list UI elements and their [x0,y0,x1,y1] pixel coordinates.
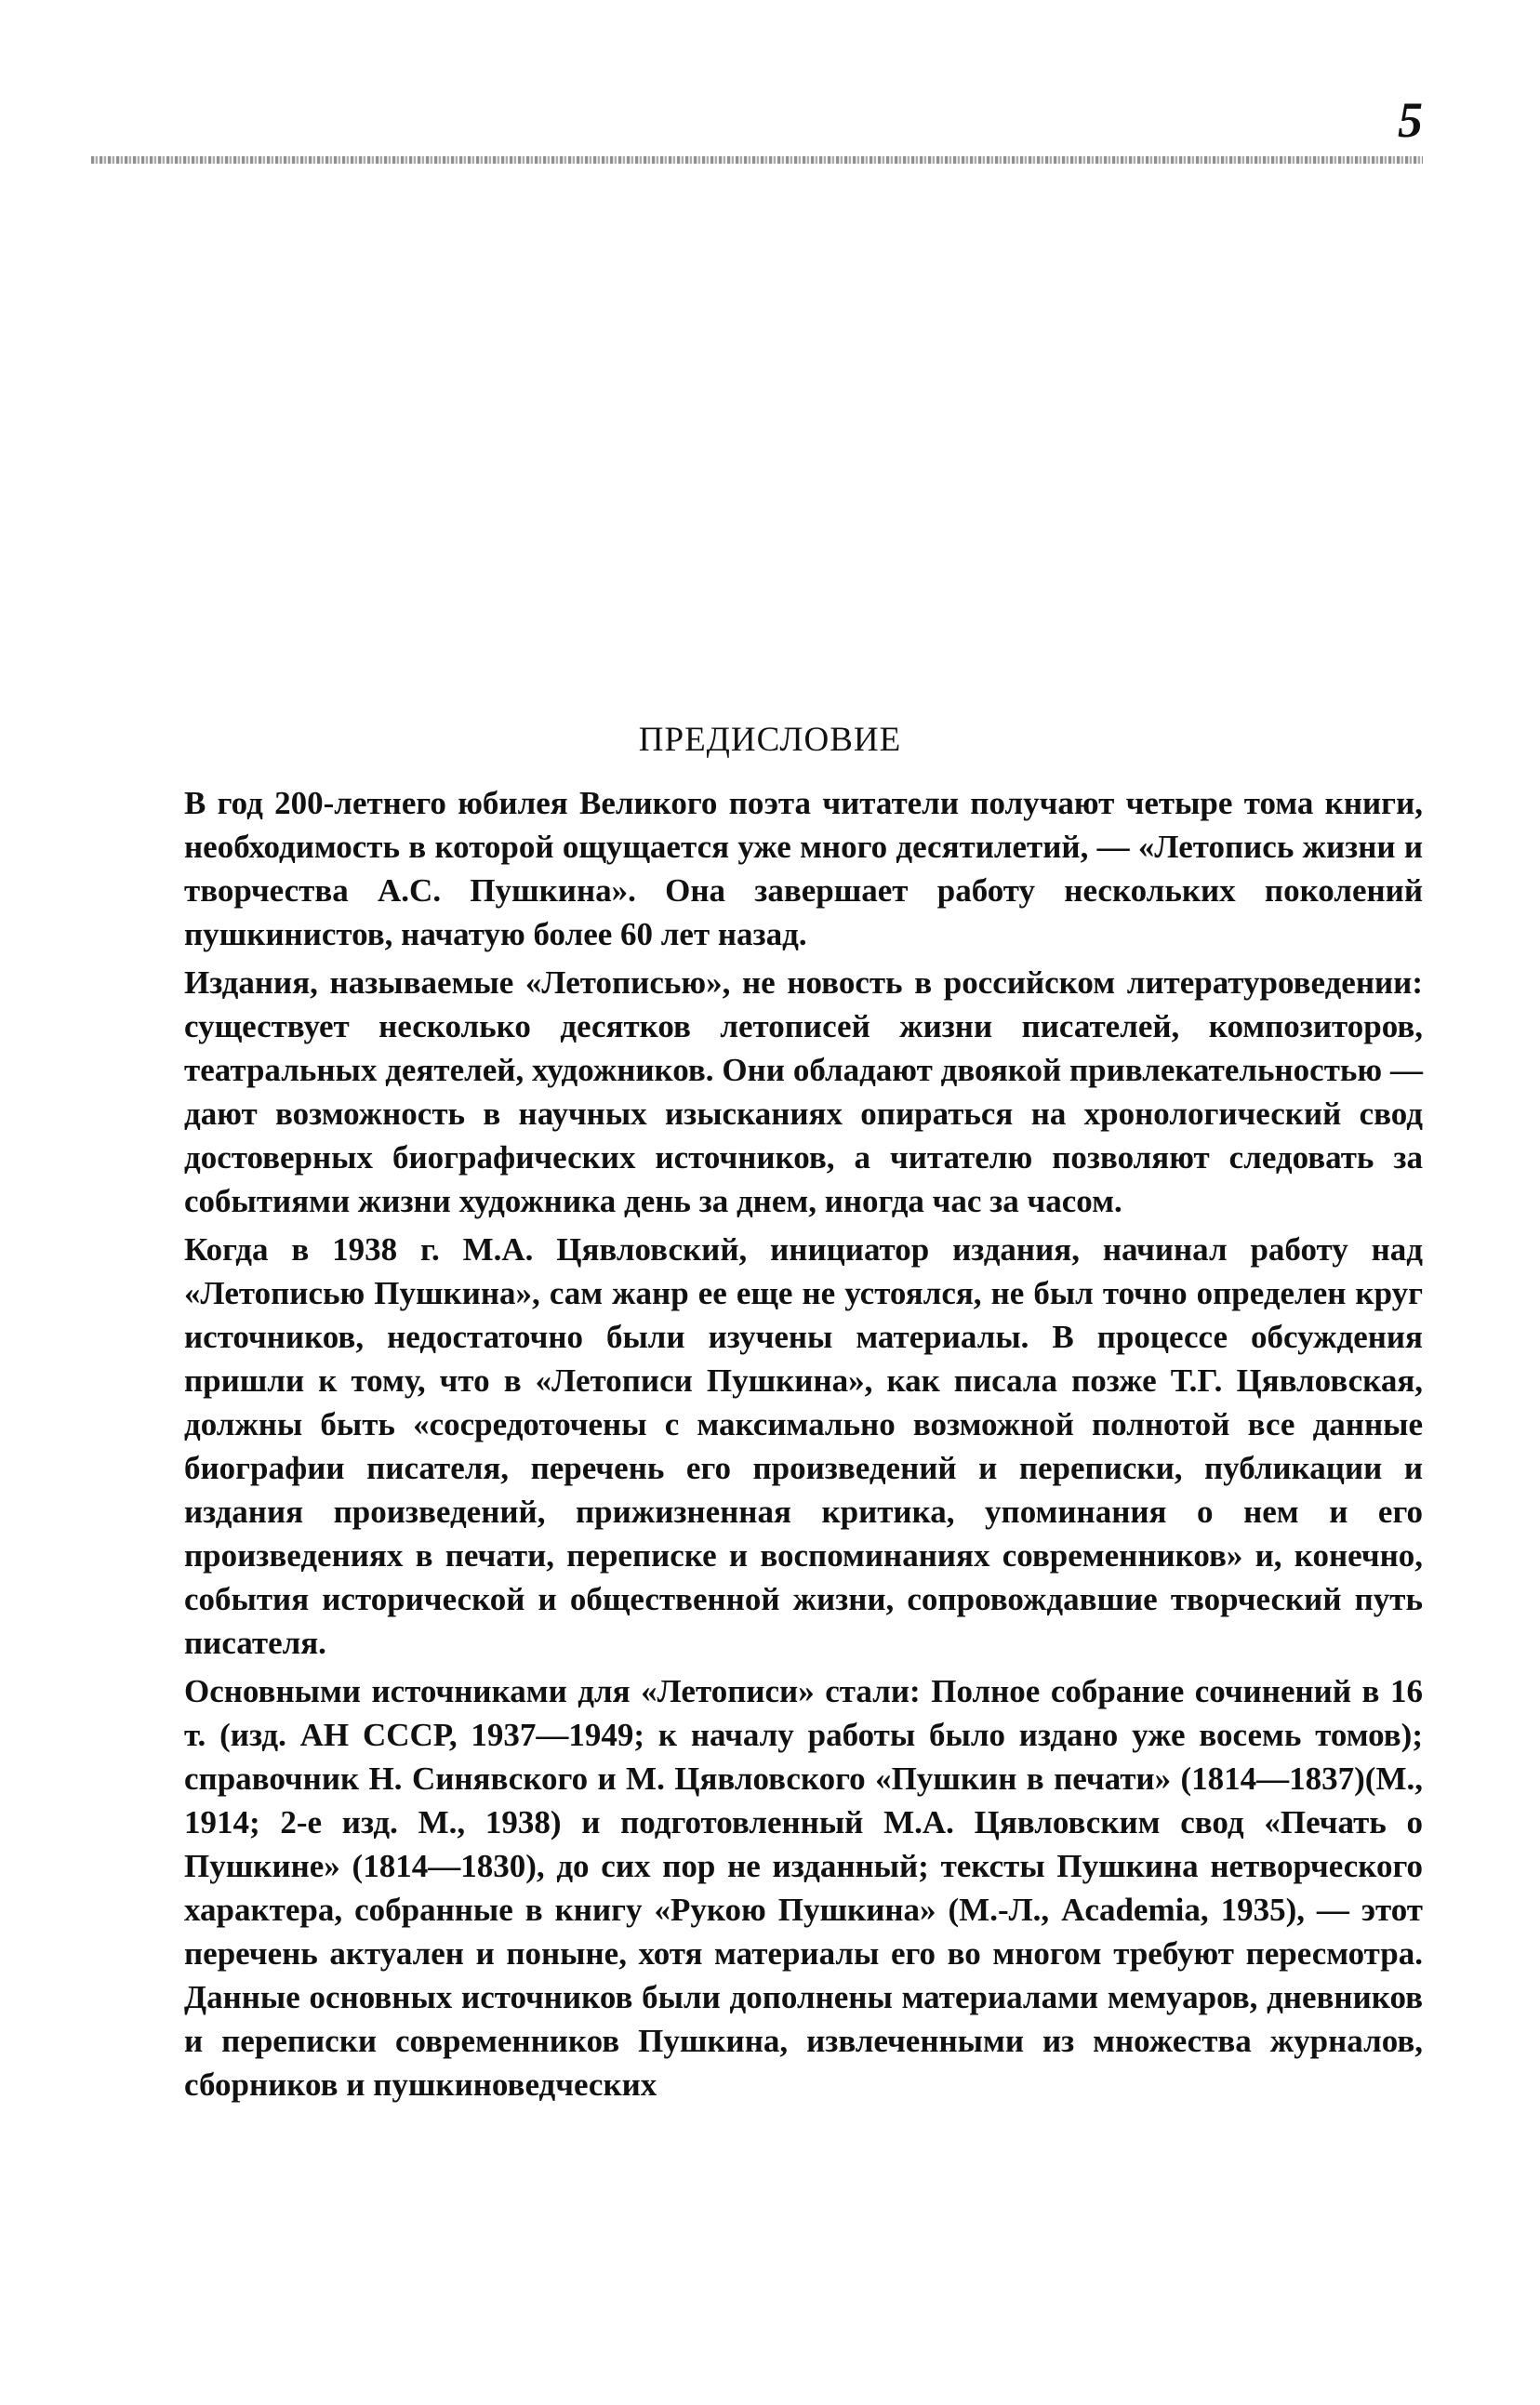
body-text [184,781,1423,2111]
header-rule [91,156,1423,164]
paragraph-3: Когда в 1938 г. М.А. Цявловский, инициатор издания, начинал работу над «Летописью Пушкина», сам жанр ее еще не устоялся, не был точно определен круг источников, недостаточно были изучены материалы. В процессе обсуждения пришли к тому, что в «Летописи Пушкина», как писала позже Т.Г. Цявловская, должны быть «сосредоточены с максимально возможной полнотой все данные биографии писателя, перечень его произведений и переписки, публикации и издания произведений, прижизненная критика, упоминания о нем и его произведениях в печати, переписке и воспоминаниях современников» и, конечно, события исторической и общественной жизни, сопровождавшие творческий путь писателя. [184,1231,1423,1661]
paragraph-2: Издания, называемые «Летописью», не новость в российском литературоведении: существует несколько десятков летописей жизни писателей, композиторов, театральных деятелей, художников. Они обладают двоякой привлекательностью — дают возможность в научных изысканиях опираться на хронологический свод достоверных биографических источников, а читателю позволяют следовать за событиями жизни художника день за днем, иногда час за часом. [184,964,1423,1219]
chapter-title: ПРЕДИСЛОВИЕ [638,720,902,759]
paragraph-1: В год 200-летнего юбилея Великого поэта читатели получают четыре тома книги, необходимость в которой ощущается уже много десятилетий, — «Летопись жизни и творчества А.С. Пушкина». Она завершает работу нескольких поколений пушкинистов, начатую более 60 лет назад. [184,785,1423,952]
page-number: 5 [1398,92,1423,148]
paragraph-4: Основными источниками для «Летописи» стали: Полное собрание сочинений в 16 т. (изд. АН СССР, 1937—1949; к началу работы было издано уже восемь томов); справочник Н. Синявского и М. Цявловского «Пушкин в печати» (1814—1837)(М., 1914; 2-е изд. М., 1938) и подготовленный М.А. Цявловским свод «Печать о Пушкине» (1814—1830), до сих пор не изданный; тексты Пушкина нетворческого характера, собранные в книгу «Рукою Пушкина» (М.-Л., Academia, 1935), — этот перечень актуален и поныне, хотя материалы его во многом требуют пересмотра. Данные основных источников были дополнены материалами мемуаров, дневников и переписки современников Пушкина, извлеченными из множества журналов, сборников и пушкиноведческих [184,1673,1423,2103]
